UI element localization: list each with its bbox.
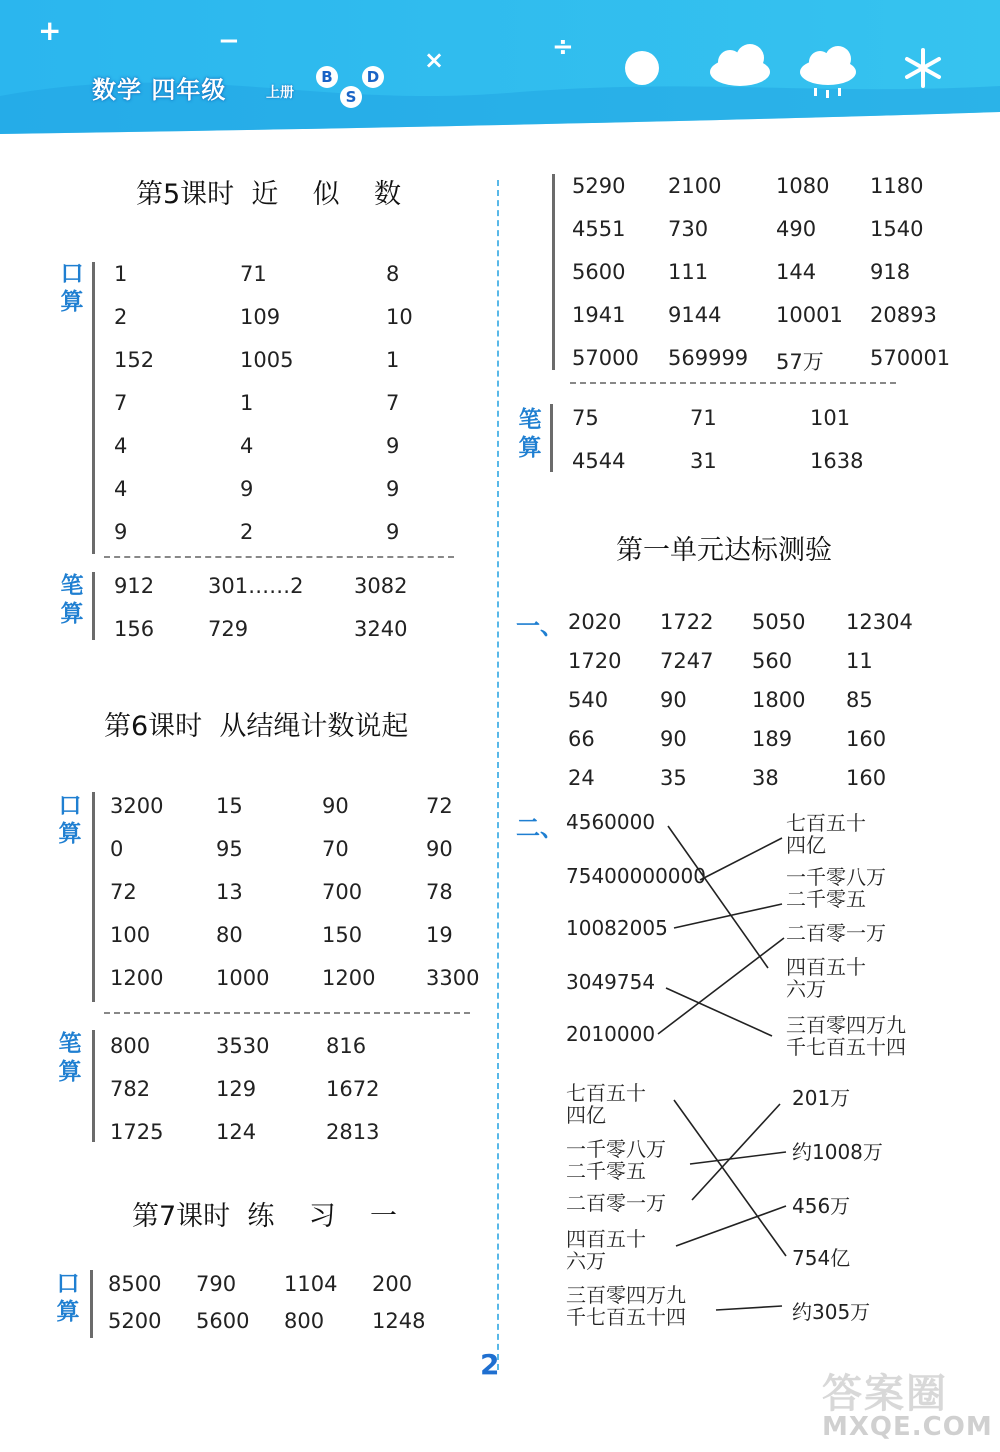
written-calc-label: 笔 算 bbox=[518, 407, 542, 461]
answer-cell: 101 bbox=[810, 406, 851, 430]
answer-cell: 729 bbox=[208, 617, 249, 641]
answer-cell: 90 bbox=[322, 794, 349, 818]
answer-cell: 124 bbox=[216, 1120, 257, 1144]
match-left-words: 一千零八万 bbox=[566, 1137, 666, 1161]
answer-cell: 1638 bbox=[810, 449, 864, 473]
question-number: 一、 bbox=[516, 612, 564, 640]
answer-cell: 4551 bbox=[572, 217, 626, 241]
answer-cell: 9 bbox=[386, 520, 400, 544]
answer-cell: 144 bbox=[776, 260, 817, 284]
match-right-words: 二千零五 bbox=[786, 887, 866, 911]
answer-cell: 1180 bbox=[870, 174, 924, 198]
answer-cell: 570001 bbox=[870, 346, 951, 370]
answer-cell: 38 bbox=[752, 766, 779, 790]
answer-cell: 10001 bbox=[776, 303, 843, 327]
answer-cell: 19 bbox=[426, 923, 453, 947]
answer-cell: 160 bbox=[846, 727, 887, 751]
answer-cell: 4 bbox=[240, 434, 254, 458]
answer-cell: 816 bbox=[326, 1034, 367, 1058]
answer-cell: 7 bbox=[386, 391, 400, 415]
match-right-number: 201万 bbox=[792, 1086, 851, 1110]
answer-cell: 90 bbox=[426, 837, 453, 861]
answer-cell: 2020 bbox=[568, 610, 622, 634]
answer-cell: 1722 bbox=[660, 610, 714, 634]
answer-cell: 152 bbox=[114, 348, 155, 372]
answer-cell: 3200 bbox=[110, 794, 164, 818]
answer-cell: 1248 bbox=[372, 1309, 426, 1333]
match-left-number: 3049754 bbox=[566, 970, 656, 994]
written-calc-label: 笔 算 bbox=[60, 573, 84, 627]
section-bar bbox=[92, 1030, 95, 1142]
answer-cell: 35 bbox=[660, 766, 687, 790]
lesson7-title: 第7课时 练 习 一 bbox=[132, 1201, 398, 1232]
answer-cell: 490 bbox=[776, 217, 817, 241]
section-bar bbox=[90, 1270, 93, 1338]
answer-cell: 20893 bbox=[870, 303, 937, 327]
match-left-number: 10082005 bbox=[566, 916, 668, 940]
answer-cell: 66 bbox=[568, 727, 595, 751]
answer-cell: 109 bbox=[240, 305, 281, 329]
answer-cell: 70 bbox=[322, 837, 349, 861]
answer-cell: 31 bbox=[690, 449, 717, 473]
match-right-words: 一千零八万 bbox=[786, 865, 886, 889]
answer-cell: 57000 bbox=[572, 346, 639, 370]
question-number: 二、 bbox=[516, 814, 564, 842]
answer-cell: 3082 bbox=[354, 574, 408, 598]
match-line bbox=[658, 938, 784, 1034]
answer-cell: 13 bbox=[216, 880, 243, 904]
match-left-words: 二千零五 bbox=[566, 1159, 646, 1183]
answer-cell: 3530 bbox=[216, 1034, 270, 1058]
match-line bbox=[674, 904, 782, 928]
answer-cell: 1800 bbox=[752, 688, 806, 712]
section-bar bbox=[92, 572, 95, 640]
match-line bbox=[666, 988, 772, 1036]
answer-cell: 800 bbox=[110, 1034, 151, 1058]
answer-cell: 1725 bbox=[110, 1120, 164, 1144]
answer-cell: 1200 bbox=[322, 966, 376, 990]
answer-cell: 1005 bbox=[240, 348, 294, 372]
answer-cell: 11 bbox=[846, 649, 873, 673]
answer-cell: 100 bbox=[110, 923, 151, 947]
answer-cell: 3300 bbox=[426, 966, 480, 990]
answer-cell: 918 bbox=[870, 260, 911, 284]
match-right-number: 456万 bbox=[792, 1194, 851, 1218]
answer-cell: 1 bbox=[114, 262, 128, 286]
answer-cell: 9 bbox=[386, 434, 400, 458]
answer-cell: 9 bbox=[240, 477, 254, 501]
answer-cell: 700 bbox=[322, 880, 363, 904]
watermark-url: MXQE.COM bbox=[822, 1412, 993, 1442]
answer-cell: 7247 bbox=[660, 649, 714, 673]
answer-cell: 57万 bbox=[776, 350, 824, 374]
answer-cell: 129 bbox=[216, 1077, 257, 1101]
match-line bbox=[668, 826, 768, 968]
answer-cell: 5290 bbox=[572, 174, 626, 198]
answer-cell: 782 bbox=[110, 1077, 151, 1101]
answer-cell: 9144 bbox=[668, 303, 722, 327]
mental-calc-label: 口 算 bbox=[56, 1271, 80, 1325]
answer-cell: 5600 bbox=[196, 1309, 250, 1333]
answer-cell: 71 bbox=[240, 262, 267, 286]
answer-cell: 1540 bbox=[870, 217, 924, 241]
answer-cell: 2813 bbox=[326, 1120, 380, 1144]
match-left-words: 千七百五十四 bbox=[566, 1305, 686, 1329]
answer-cell: 2 bbox=[114, 305, 128, 329]
answer-cell: 790 bbox=[196, 1272, 237, 1296]
answer-cell: 1 bbox=[240, 391, 254, 415]
times-icon: × bbox=[424, 46, 445, 74]
answer-cell: 0 bbox=[110, 837, 124, 861]
answer-cell: 71 bbox=[690, 406, 717, 430]
badge-letter: S bbox=[340, 86, 362, 108]
match-right-number: 754亿 bbox=[792, 1246, 851, 1270]
match-line bbox=[716, 1306, 782, 1310]
plus-icon: + bbox=[38, 14, 62, 47]
match-right-words: 六万 bbox=[786, 977, 826, 1001]
answer-cell: 90 bbox=[660, 727, 687, 751]
answer-cell: 730 bbox=[668, 217, 709, 241]
match-line bbox=[690, 1152, 786, 1164]
answer-cell: 7 bbox=[114, 391, 128, 415]
badge-letter: D bbox=[362, 66, 384, 88]
match-right-words: 七百五十 bbox=[786, 811, 866, 835]
divide-icon: ÷ bbox=[552, 32, 574, 62]
header-title: 数学 四年级 bbox=[92, 76, 227, 104]
answer-cell: 5200 bbox=[108, 1309, 162, 1333]
answer-cell: 24 bbox=[568, 766, 595, 790]
answer-cell: 5600 bbox=[572, 260, 626, 284]
answer-cell: 301……2 bbox=[208, 574, 304, 598]
unit-test-title: 第一单元达标测验 bbox=[616, 535, 832, 566]
watermark-logo: 答案圈 bbox=[822, 1371, 948, 1417]
answer-cell: 75 bbox=[572, 406, 599, 430]
mental-calc-label: 口 算 bbox=[58, 793, 82, 847]
answer-cell: 540 bbox=[568, 688, 609, 712]
answer-cell: 912 bbox=[114, 574, 155, 598]
match-right-words: 二百零一万 bbox=[786, 921, 886, 945]
page-number: 2 bbox=[480, 1348, 500, 1381]
match-right-words: 千七百五十四 bbox=[786, 1035, 906, 1059]
header-volume: 上册 bbox=[266, 85, 294, 101]
answer-cell: 150 bbox=[322, 923, 363, 947]
answer-cell: 2100 bbox=[668, 174, 722, 198]
match-line bbox=[676, 1206, 786, 1246]
lesson5-title: 第5课时 近 似 数 bbox=[136, 179, 402, 210]
match-right-number: 约1008万 bbox=[792, 1140, 883, 1164]
match-left-number: 2010000 bbox=[566, 1022, 656, 1046]
answer-cell: 3240 bbox=[354, 617, 408, 641]
match-left-words: 二百零一万 bbox=[566, 1191, 666, 1215]
written-calc-label: 笔 算 bbox=[58, 1031, 82, 1085]
answer-cell: 8 bbox=[386, 262, 400, 286]
answer-cell: 9 bbox=[114, 520, 128, 544]
answer-cell: 1104 bbox=[284, 1272, 338, 1296]
match-right-words: 三百零四万九 bbox=[786, 1013, 906, 1037]
match-left-words: 四百五十 bbox=[566, 1227, 646, 1251]
answer-cell: 4 bbox=[114, 434, 128, 458]
answer-cell: 1200 bbox=[110, 966, 164, 990]
answer-cell: 90 bbox=[660, 688, 687, 712]
answer-cell: 80 bbox=[216, 923, 243, 947]
match-right-words: 四亿 bbox=[786, 833, 826, 857]
answer-cell: 95 bbox=[216, 837, 243, 861]
answer-cell: 12304 bbox=[846, 610, 913, 634]
answer-cell: 8500 bbox=[108, 1272, 162, 1296]
answer-cell: 9 bbox=[386, 477, 400, 501]
answer-cell: 560 bbox=[752, 649, 793, 673]
lesson6-title: 第6课时 从结绳计数说起 bbox=[104, 711, 409, 742]
match-line bbox=[674, 1100, 786, 1256]
answer-cell: 1080 bbox=[776, 174, 830, 198]
mental-calc-label: 口 算 bbox=[60, 261, 84, 315]
answer-cell: 10 bbox=[386, 305, 413, 329]
answer-cell: 1000 bbox=[216, 966, 270, 990]
answer-cell: 189 bbox=[752, 727, 793, 751]
answer-cell: 85 bbox=[846, 688, 873, 712]
badge-letter: B bbox=[316, 66, 338, 88]
answer-cell: 800 bbox=[284, 1309, 325, 1333]
answer-cell: 156 bbox=[114, 617, 155, 641]
answer-cell: 72 bbox=[426, 794, 453, 818]
answer-cell: 200 bbox=[372, 1272, 413, 1296]
answer-cell: 1941 bbox=[572, 303, 626, 327]
match-right-words: 四百五十 bbox=[786, 955, 866, 979]
match-left-number: 75400000000 bbox=[566, 864, 706, 888]
answer-cell: 111 bbox=[668, 260, 709, 284]
match-left-words: 六万 bbox=[566, 1249, 606, 1273]
answer-cell: 5050 bbox=[752, 610, 806, 634]
section-bar bbox=[92, 792, 95, 1002]
section-bar bbox=[552, 174, 555, 370]
answer-cell: 4544 bbox=[572, 449, 626, 473]
answer-cell: 1720 bbox=[568, 649, 622, 673]
match-line bbox=[700, 838, 782, 880]
dashed-separator bbox=[570, 382, 896, 384]
answer-cell: 15 bbox=[216, 794, 243, 818]
answer-cell: 1 bbox=[386, 348, 400, 372]
answer-cell: 78 bbox=[426, 880, 453, 904]
match-left-words: 四亿 bbox=[566, 1103, 606, 1127]
answer-cell: 72 bbox=[110, 880, 137, 904]
answer-cell: 160 bbox=[846, 766, 887, 790]
answer-cell: 1672 bbox=[326, 1077, 380, 1101]
dashed-separator bbox=[104, 1012, 470, 1014]
match-left-words: 三百零四万九 bbox=[566, 1283, 686, 1307]
answer-cell: 2 bbox=[240, 520, 254, 544]
section-bar bbox=[92, 262, 95, 554]
section-bar bbox=[550, 404, 553, 472]
minus-icon: − bbox=[218, 26, 240, 56]
dashed-separator bbox=[104, 556, 454, 558]
match-left-number: 4560000 bbox=[566, 810, 656, 834]
answer-cell: 569999 bbox=[668, 346, 749, 370]
answer-cell: 4 bbox=[114, 477, 128, 501]
match-left-words: 七百五十 bbox=[566, 1081, 646, 1105]
match-right-number: 约305万 bbox=[792, 1300, 871, 1324]
